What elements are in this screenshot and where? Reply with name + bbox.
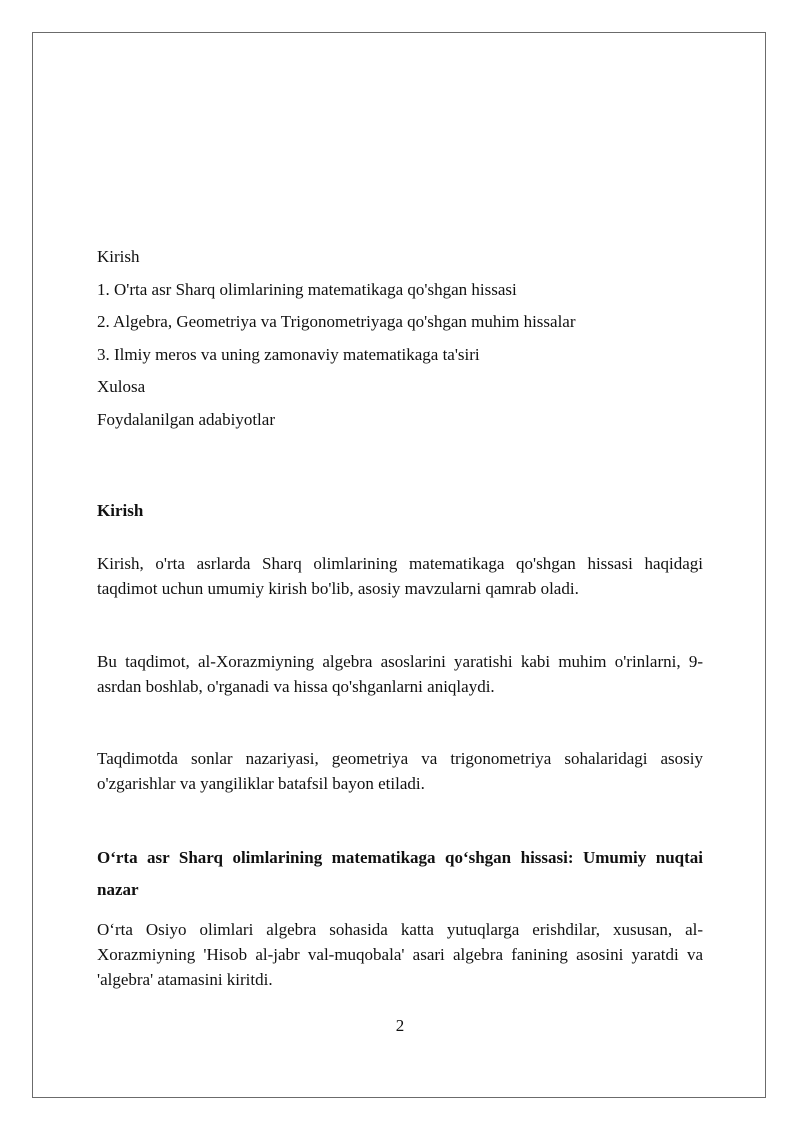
toc-item-chapter-2: 2. Algebra, Geometriya va Trigonometriyaga qo'shgan muhim hissalar <box>97 312 576 331</box>
toc-item-chapter-1: 1. O'rta asr Sharq olimlarining matematikaga qo'shgan hissasi <box>97 279 517 299</box>
toc-item-conclusion: Xulosa <box>97 377 146 396</box>
intro-paragraph-1: Kirish, o'rta asrlarda Sharq olimlarining matematikaga qo'shgan hissasi haqidagi taqdimot uchun umumiy kirish bo'lib, asosiy mavzularni qamrab oladi. <box>97 554 703 598</box>
toc-item-references: Foydalanilgan adabiyotlar <box>97 409 275 429</box>
page-number: 2 <box>395 1016 405 1035</box>
toc-item-introduction: Kirish <box>97 247 140 266</box>
section1-paragraph: O‘rta Osiyo olimlari algebra sohasida katta yutuqlarga erishdilar, xususan, al-Xorazmiyning 'Hisob al-jabr val-muqobala' asari algebra fanining asosini yaratdi va 'algebra' atamasini kiritdi. <box>97 920 703 989</box>
table-of-contents <box>97 241 707 436</box>
intro-paragraph-3: Taqdimotda sonlar nazariyasi, geometriya va trigonometriya sohalaridagi asosiy o'zgarishlar va yangiliklar batafsil bayon etiladi. <box>97 749 703 793</box>
intro-paragraph-2: Bu taqdimot, al-Xorazmiyning algebra asoslarini yaratishi kabi muhim o'rinlarni, 9-asrdan boshlab, o'rganadi va hissa qo'shganlarni aniqlaydi. <box>97 652 703 696</box>
section1-heading: O‘rta asr Sharq olimlarining matematikaga qo‘shgan hissasi: Umumiy nuqtai nazar <box>97 848 703 899</box>
toc-item-chapter-3: 3. Ilmiy meros va uning zamonaviy matematikaga ta'siri <box>97 344 480 364</box>
intro-heading: Kirish <box>97 501 144 520</box>
